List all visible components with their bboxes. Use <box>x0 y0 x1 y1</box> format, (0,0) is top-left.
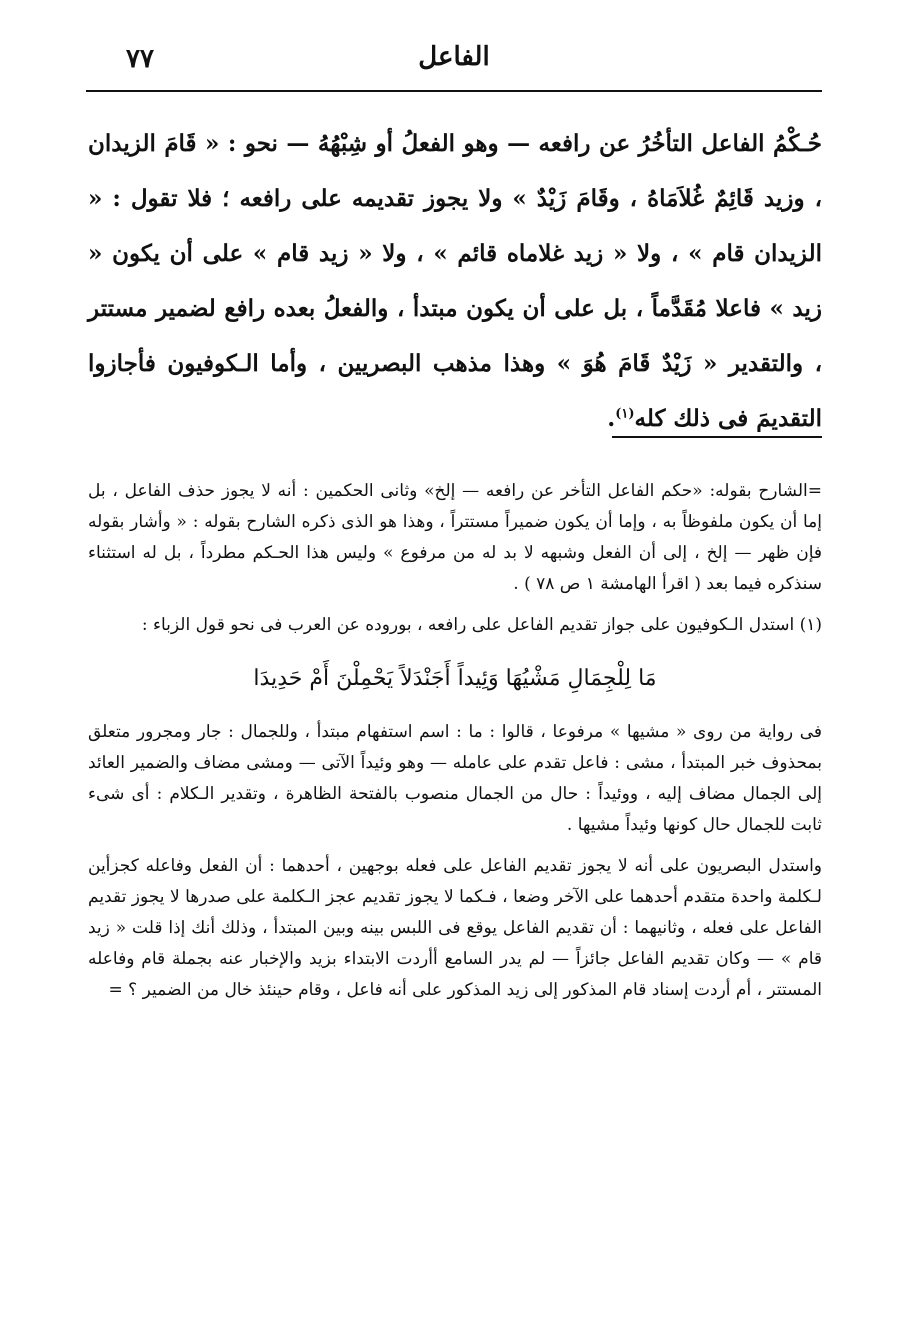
running-head: الفاعل <box>418 42 490 72</box>
footnotes <box>88 476 822 1016</box>
note-continuation: =الشارح بقوله: «حكم الفاعل التأخر عن رافعه — إلخ» وثانى الحكمين : أنه لا يجوز حذف الفاعل ، بل إما أن يكون ملفوظاً به ، وإما أن يكون ضميراً مستتراً ، وهذا هو الذى ذكره الشارح بقوله : « وأشار بقوله فإن ظهر — إلخ ، إلى أن الفعل وشبهه لا بد له من مرفوع » وليس هذا الحـكم مطرداً ، بل له استثناء سنذكره فيما بعد ( اقرأ الهامشة ١ ص ٧٨ ) . <box>88 481 822 594</box>
basri-argument: واستدل البصريون على أنه لا يجوز تقديم الفاعل على فعله بوجهين ، أحدهما : أن الفعل وفاعله كجزأين لـكلمة واحدة متقدم أحدهما على الآخر وضعا ، فـكما لا يجوز تقديم عجز الـكلمة على صدرها لا يجوز تقديم الفاعل على فعله ، وثانيهما : أن تقديم الفاعل يوقع فى اللبس بينه وبين المبتدأ ، وذلك أنك إذا قلت « زيد قام » — وكان تقديم الفاعل جائزاً — لم يدر السامع أأردت الابتداء بزيد والإخبار عنه بجملة قام وفاعله المستتر ، أم أردت إسناد قام المذكور إلى زيد المذكور على أنه فاعل ، وقام حينئذ خال من الضمير ؟ = <box>88 856 822 1000</box>
poem-verse: مَا لِلْجِمَالِ مَشْيُهَا وَئِيداً أَجَنْدَلاً يَحْمِلْنَ أَمْ حَدِيدَا <box>253 666 657 691</box>
main-text <box>88 116 822 446</box>
main-paragraph-text: حُـكْمُ الفاعل التأخُرُ عن رافعه — وهو الفعلُ أو شِبْهُهُ — نحو : « قَامَ الزيدان ، وزيد قَائِمٌ غُلاَمَاهُ ، وقَامَ زَيْدٌ » ولا يجوز تقديمه على رافعه ؛ فلا تقول : « الزيدان قام » ، ولا « زيد غلاماه قائم » ، ولا « زيد قام » على أن يكون « زيد » فاعلا مُقَدَّماً ، بل على أن يكون مبتدأ ، والفعلُ بعده رافع لضمير مستتر ، والتقدير « زَيْدٌ قَامَ هُوَ » وهذا مذهب البصريين ، وأما الـكوفيون فأجازوا التقديمَ فى ذلك كله <box>88 130 822 432</box>
footnote-1-intro: (١) استدل الـكوفيون على جواز تقديم الفاعل على رافعه ، بوروده عن العرب فى نحو قول الزباء : <box>141 615 822 635</box>
main-paragraph <box>88 116 822 446</box>
page-header <box>86 38 822 96</box>
page-number: ٧٧ <box>126 44 154 74</box>
footnote-marker: (١) <box>615 406 635 422</box>
main-paragraph-end: . <box>607 405 616 432</box>
footnote-1-explanation: فى رواية من روى « مشيها » مرفوعا ، قالوا : ما : اسم استفهام مبتدأ ، وللجمال : جار ومجرور متعلق بمحذوف خبر المبتدأ ، مشى : فاعل تقدم على عامله — وهو وئيداً الآتى — ومشى مضاف والضمير العائد إلى الجمال مضاف إليه ، ووئيداً : حال من الجمال منصوب بالفتحة الظاهرة ، وتقدير الـكلام : أى شىء ثابت للجمال حال كونها وئيداً مشيها . <box>88 722 822 835</box>
footnote-separator <box>612 436 822 438</box>
header-rule <box>86 90 822 92</box>
